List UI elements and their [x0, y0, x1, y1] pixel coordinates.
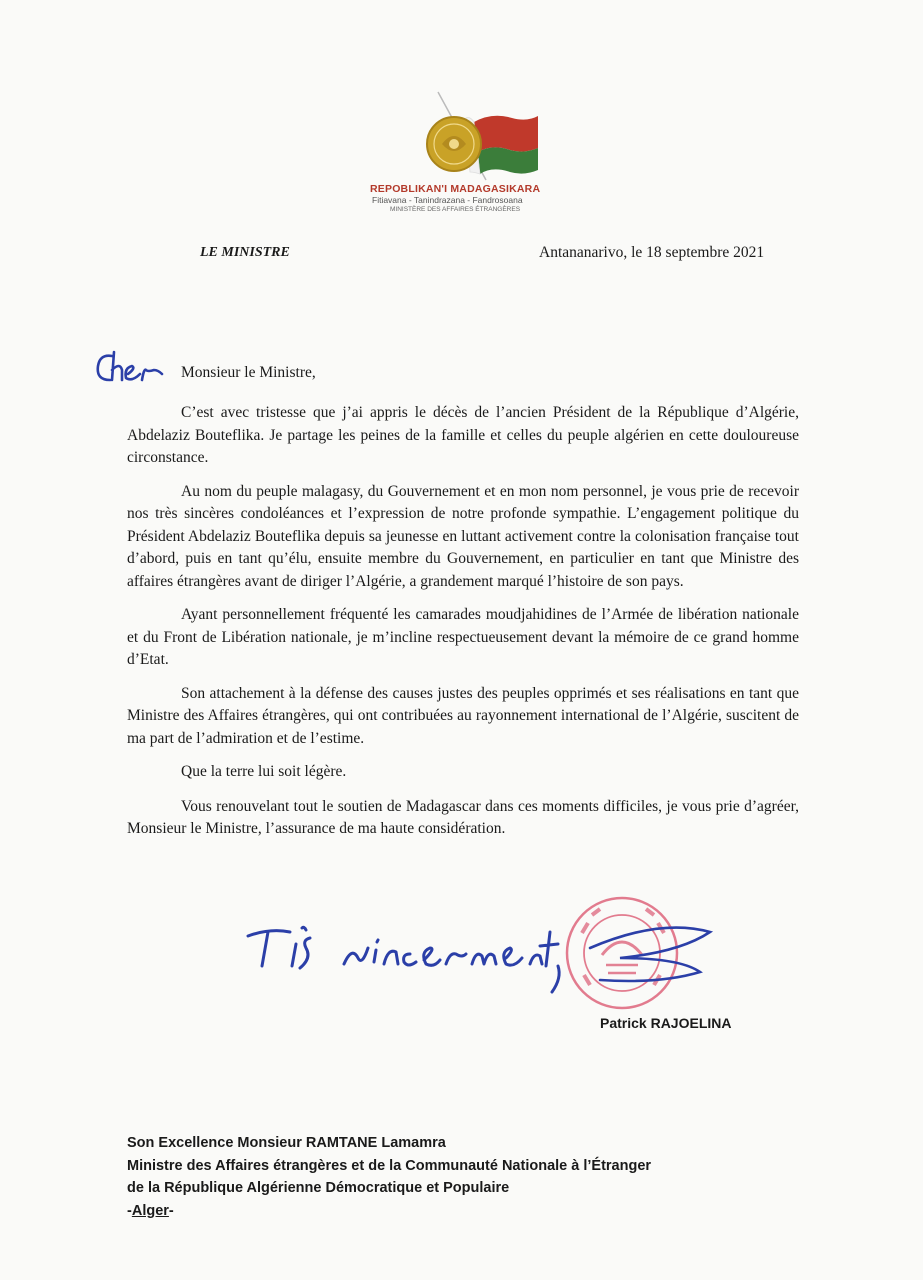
- addressee-country: de la République Algérienne Démocratique et Populaire: [127, 1180, 510, 1196]
- signatory-name: Patrick RAJOELINA: [600, 1015, 732, 1031]
- madagascar-seal-and-flag-icon: [412, 88, 542, 183]
- handwritten-greeting: [92, 348, 172, 388]
- republic-motto: Fitiavana - Tanindrazana - Fandrosoana: [372, 195, 523, 205]
- letterhead: [360, 88, 600, 218]
- ministry-name: MINISTÈRE DES AFFAIRES ÉTRANGÈRES: [390, 206, 521, 213]
- place-and-date: Antananarivo, le 18 septembre 2021: [539, 244, 765, 261]
- handwritten-signature: [240, 918, 730, 1013]
- paragraph-farewell: Que la terre lui soit légère.: [181, 763, 347, 780]
- paragraph-condolence-intro: C’est avec tristesse que j’ai appris le décès de l’ancien Président de la République d’Algérie, Abdelaziz Bouteflika. Je partage les peines de la famille et celles du peuple algérien en cette douloureuse circonstance.: [127, 404, 799, 466]
- addressee-city-line: -Alger-: [127, 1202, 174, 1219]
- addressee-block: [127, 1132, 651, 1222]
- paragraph-closing: Vous renouvelant tout le soutien de Madagascar dans ces moments difficiles, je vous prie d’agréer, Monsieur le Ministre, l’assurance de ma haute considération.: [127, 797, 799, 837]
- republic-name: REPOBLIKAN'I MADAGASIKARA: [370, 183, 541, 195]
- addressee-city: Alger: [131, 1202, 169, 1219]
- addressee-title: Ministre des Affaires étrangères et de la Communauté Nationale à l’Étranger: [127, 1157, 652, 1174]
- paragraph-tribute: Ayant personnellement fréquenté les camarades moudjahidines de l’Armée de libération nationale et du Front de Libération nationale, je m’incline respectueusement devant la mémoire de ce grand homme d’Etat.: [127, 606, 799, 668]
- letter-body: [127, 402, 799, 852]
- sender-title: LE MINISTRE: [200, 245, 290, 260]
- paragraph-achievements: Son attachement à la défense des causes justes des peuples opprimés et ses réalisations en tant que Ministre des Affaires étrangères, qui ont contribuées au rayonnement international de l’Algérie, suscitent de ma part de l’admiration et de l’estime.: [127, 684, 799, 747]
- addressee-name: Son Excellence Monsieur RAMTANE Lamamra: [127, 1135, 446, 1151]
- paragraph-condolences: Au nom du peuple malagasy, du Gouvernement et en mon nom personnel, je vous prie de recevoir nos très sincères condoléances et l’expression de notre profonde sympathie. L’engagement politique du Président Abdelaziz Bouteflika depuis sa jeunesse en luttant activement contre la colonisation française tout d’abord, puis en tant qu’élu, ensuite membre du Gouvernement, en particulier en tant que Ministre des affaires étrangères avant de diriger l’Algérie, a grandement marqué l’histoire de son pays.: [127, 482, 799, 590]
- salutation: Monsieur le Ministre,: [181, 364, 316, 381]
